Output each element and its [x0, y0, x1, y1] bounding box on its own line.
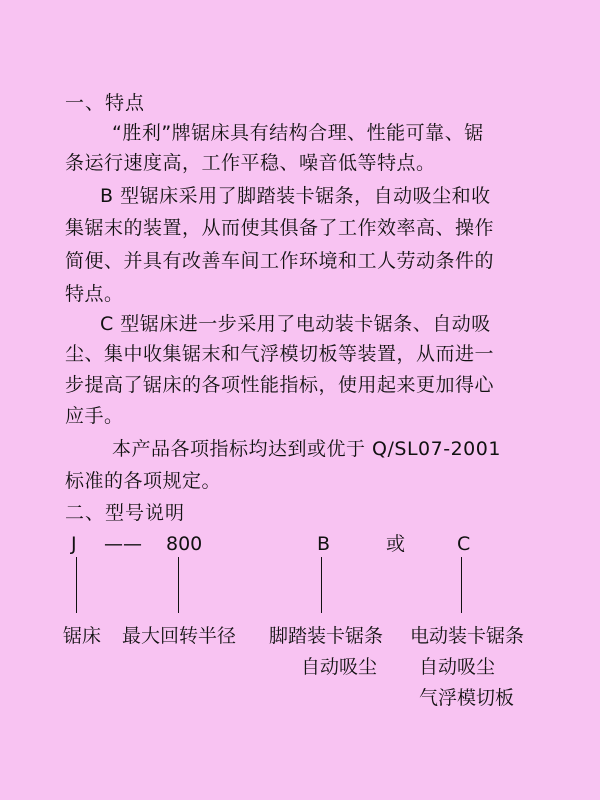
- model-code-800: 800: [166, 533, 203, 555]
- label-c-line2: 自动吸尘: [419, 656, 496, 678]
- para3-line1: C 型锯床进一步采用了电动装卡锯条、自动吸: [100, 313, 491, 335]
- para1-line1: “胜利”牌锯床具有结构合理、性能可靠、锯: [112, 122, 484, 144]
- label-max-radius: 最大回转半径: [122, 625, 237, 647]
- para3-line3: 步提高了锯床的各项性能指标，使用起来更加得心: [65, 374, 495, 396]
- connector-b: [321, 557, 322, 613]
- para2-line4: 特点。: [65, 283, 124, 305]
- model-code-j: J: [71, 533, 77, 555]
- para3-line4: 应手。: [65, 405, 124, 427]
- model-code-b: B: [317, 533, 331, 555]
- para4-line2: 标准的各项规定。: [65, 470, 222, 492]
- label-c-line1: 电动装卡锯条: [410, 625, 525, 647]
- connector-j: [76, 557, 77, 613]
- para3-line2: 尘、集中收集锯末和气浮模切板等装置，从而进一: [65, 343, 495, 365]
- connector-800: [178, 557, 179, 613]
- section1-title: 一、特点: [65, 92, 146, 114]
- label-c-line3: 气浮模切板: [419, 687, 515, 709]
- para1-line2: 条运行速度高，工作平稳、噪音低等特点。: [65, 152, 436, 174]
- label-b-line1: 脚踏装卡锯条: [269, 625, 384, 647]
- model-code-or: 或: [386, 533, 406, 555]
- section2-title: 二、型号说明: [65, 502, 186, 524]
- model-code-dash: ——: [104, 533, 142, 555]
- label-b-line2: 自动吸尘: [301, 656, 378, 678]
- para2-line1: B 型锯床采用了脚踏装卡锯条，自动吸尘和收: [100, 185, 491, 207]
- label-saw-bed: 锯床: [63, 625, 102, 647]
- para4-line1: 本产品各项指标均达到或优于 Q/SL07-2001: [112, 438, 501, 460]
- connector-c: [461, 557, 462, 613]
- para2-line2: 集锯末的装置，从而使其俱备了工作效率高、操作: [65, 217, 495, 239]
- model-code-c: C: [457, 533, 471, 555]
- para2-line3: 简便、并具有改善车间工作环境和工人劳动条件的: [65, 250, 495, 272]
